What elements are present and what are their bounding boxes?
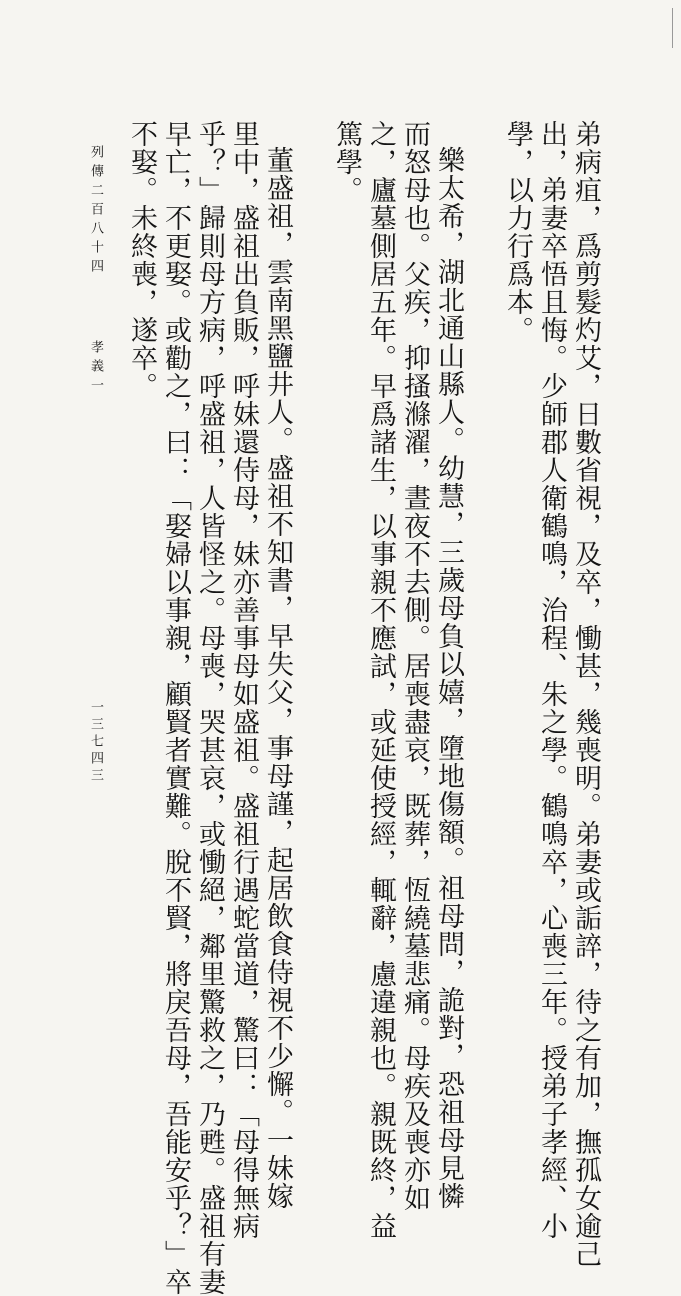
text-column-5: 而怒母也。父疾，抑搔滌濯，晝夜不去側。居喪盡哀，既葬，恆繞墓悲痛。母疾及喪亦如 [399, 120, 430, 1212]
text-column-11: 早亡，不更娶。或勸之，曰：「娶婦以事親，顧賢者實難。脫不賢，將戾吾母，吾能安乎？」卒 [160, 120, 191, 1296]
text-column-12: 不娶。未終喪，遂卒。 [126, 120, 157, 400]
page-number: 一三七四三 [88, 700, 103, 785]
running-header-section: 孝義一 [88, 340, 103, 397]
text-column-3: 學，以力行爲本。 [502, 120, 533, 344]
text-column-9: 里中，盛祖出負販，呼妹還侍母，妹亦善事母如盛祖。盛祖行遇蛇當道，驚曰：「母得無病 [228, 120, 259, 1240]
text-column-7: 篤學。 [331, 120, 362, 204]
text-column-1: 弟病疽，爲剪髮灼艾，日數省視，及卒，慟甚，幾喪明。弟妻或詬誶，待之有加，撫孤女逾己 [570, 120, 601, 1268]
text-column-10: 乎？」歸則母方病，呼盛祖，人皆怪之。母喪，哭甚哀，或慟絕，鄰里驚救之，乃甦。盛祖有妻 [194, 120, 225, 1296]
text-column-2: 出，弟妻卒悟且悔。少師郡人衛鶴鳴，治程、朱之學。鶴鳴卒，心喪三年。授弟子孝經、小 [536, 120, 567, 1240]
text-column-6: 之，廬墓側居五年。早爲諸生，以事親不應試，或延使授經，輒辭，慮違親也。親既終，益 [365, 120, 396, 1240]
running-header-title: 列傳二百八十四 [88, 145, 103, 278]
scan-edge-line [672, 8, 673, 48]
text-column-4: 樂太希，湖北通山縣人。幼慧，三歲母負以嬉，墮地傷額。祖母問，詭對，恐祖母見憐 [433, 146, 464, 1210]
text-column-8: 董盛祖，雲南黑鹽井人。盛祖不知書，早失父，事母謹，起居飲食侍視不少懈。一妹嫁 [262, 146, 293, 1210]
